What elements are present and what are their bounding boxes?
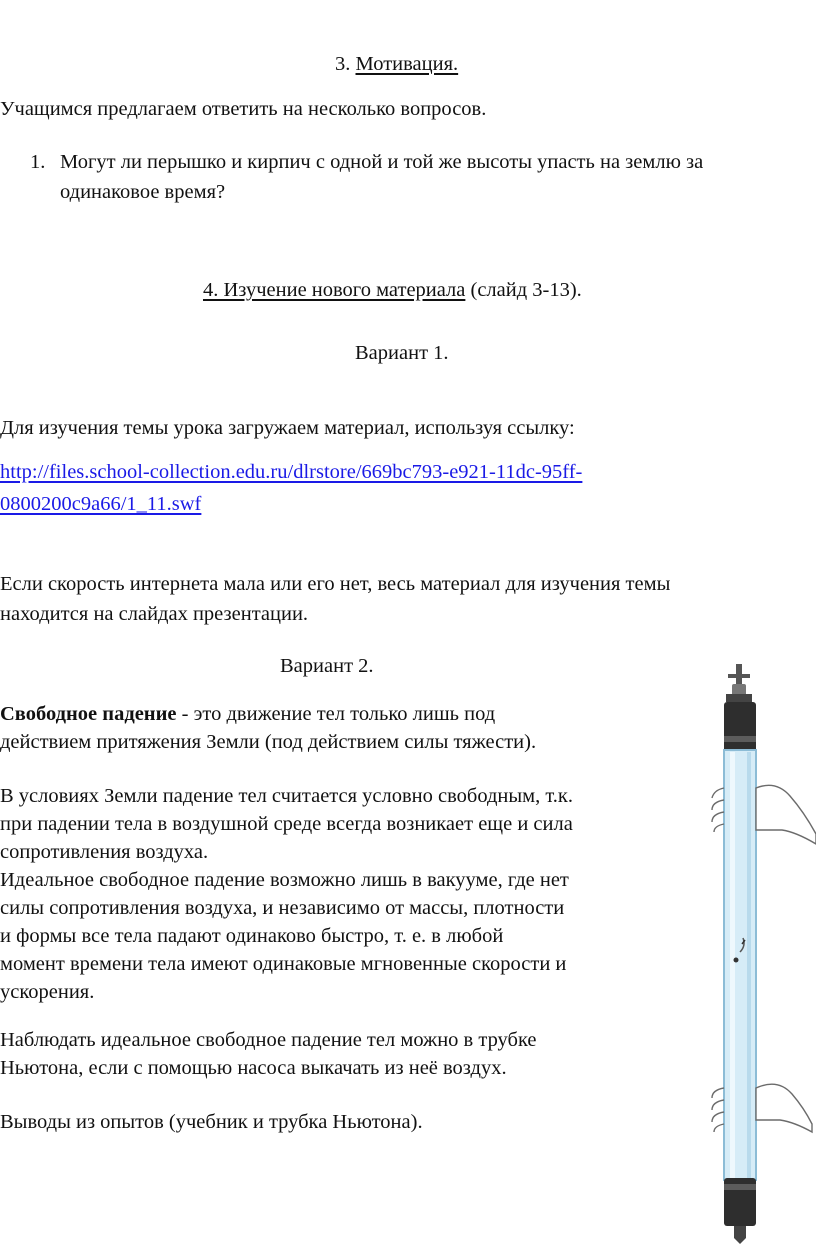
section-3-title: Мотивация. xyxy=(355,53,459,75)
glass-tube xyxy=(724,750,756,1180)
section-3-heading xyxy=(335,50,458,78)
valve-icon xyxy=(726,664,752,702)
paragraph-3-line-1: Идеальное свободное падение возможно лишь в вакууме, где нет xyxy=(0,869,569,891)
definition-line-1 xyxy=(0,700,495,728)
link-intro: Для изучения темы урока загружаем материал, используя ссылку: xyxy=(0,417,575,439)
slow-internet-line-1: Если скорость интернета мала или его нет, весь материал для изучения темы xyxy=(0,573,671,595)
paragraph-2-line-1: В условиях Земли падение тел считается условно свободным, т.к. xyxy=(0,785,574,807)
variant-2-label: Вариант 2. xyxy=(280,655,374,677)
newton-tube-icon xyxy=(690,660,816,1252)
paragraph-5: Выводы из опытов (учебник и трубка Ньютона). xyxy=(0,1111,423,1133)
top-cap xyxy=(724,702,756,752)
section-3-number: 3. xyxy=(335,53,351,75)
variant-1-label: Вариант 1. xyxy=(355,342,449,364)
motivation-intro: Учащимся предлагаем ответить на несколько вопросов. xyxy=(0,98,487,120)
paragraph-3-line-3: и формы все тела падают одинаково быстро, т. е. в любой xyxy=(0,925,504,947)
material-link-line-1[interactable]: http://files.school-collection.edu.ru/dlrstore/669bc793-e921-11dc-95ff- xyxy=(0,461,583,483)
definition-line-2: действием притяжения Земли (под действием силы тяжести). xyxy=(0,731,537,753)
question-1-number: 1. xyxy=(30,151,46,173)
material-link-line-2[interactable]: 0800200c9a66/1_11.swf xyxy=(0,493,202,515)
paragraph-2-line-2: при падении тела в воздушной среде всегда возникает еще и сила xyxy=(0,813,573,835)
paragraph-2-line-3: сопротивления воздуха. xyxy=(0,841,209,863)
paragraph-3-line-5: ускорения. xyxy=(0,981,95,1003)
question-1-line-1: Могут ли перышко и кирпич с одной и той же высоты упасть на землю за xyxy=(60,151,704,173)
section-4-title: 4. Изучение нового материала xyxy=(203,279,466,301)
definition-text: - это движение тел только лишь под xyxy=(176,703,496,725)
paragraph-4-line-1: Наблюдать идеальное свободное падение тел можно в трубке xyxy=(0,1029,537,1051)
paragraph-3-line-4: момент времени тела имеют одинаковые мгновенные скорости и xyxy=(0,953,567,975)
slow-internet-line-2: находится на слайдах презентации. xyxy=(0,603,309,625)
question-1-line-2: одинаковое время? xyxy=(60,181,226,203)
term-free-fall: Свободное падение xyxy=(0,703,177,725)
paragraph-4-line-2: Ньютона, если с помощью насоса выкачать из неё воздух. xyxy=(0,1057,507,1079)
paragraph-3-line-2: силы сопротивления воздуха, и независимо от массы, плотности xyxy=(0,897,565,919)
section-4-heading xyxy=(203,276,582,304)
section-4-suffix: (слайд 3-13). xyxy=(470,279,582,301)
